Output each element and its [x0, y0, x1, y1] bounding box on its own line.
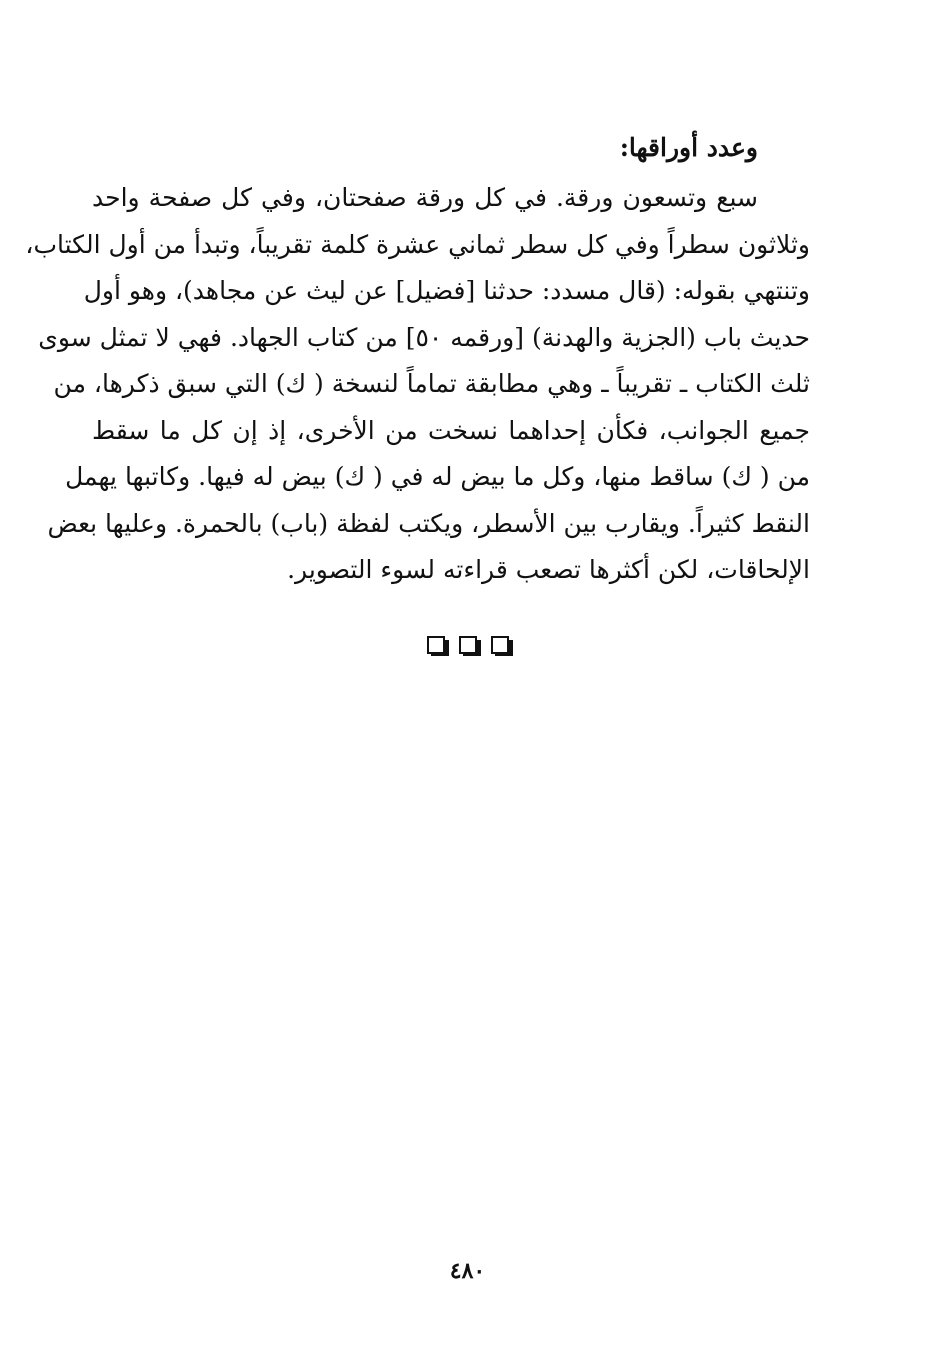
section-separator: [0, 636, 935, 654]
paragraph-line: الإلحاقات، لكن أكثرها تصعب قراءته لسوء التصوير.: [287, 555, 810, 584]
section-heading: وعدد أوراقها:: [619, 133, 758, 162]
paragraph-line: جميع الجوانب، فكأن إحداهما نسخت من الأخرى، إذ إن كل ما سقط: [92, 415, 810, 445]
paragraph-line: وثلاثون سطراً وفي كل سطر ثماني عشرة كلمة تقريباً، وتبدأ من أول الكتاب،: [25, 229, 810, 259]
paragraph-line: حديث باب (الجزية والهدنة) [ورقمه ٥٠] من كتاب الجهاد. فهي لا تمثل سوى: [38, 322, 810, 352]
separator-box-icon: [491, 636, 509, 654]
paragraph-line: من ( ك) ساقط منها، وكل ما بيض له في ( ك) بيض له فيها. وكاتبها يهمل: [65, 462, 810, 491]
body-paragraph: [25, 175, 810, 594]
page-number: ٤٨٠: [449, 1258, 486, 1284]
paragraph-line: سبع وتسعون ورقة. في كل ورقة صفحتان، وفي كل صفحة واحد: [92, 183, 758, 212]
text-block: [25, 128, 810, 594]
separator-box-icon: [459, 636, 477, 654]
paragraph-line: ثلث الكتاب ـ تقريباً ـ وهي مطابقة تماماً لنسخة ( ك) التي سبق ذكرها، من: [53, 369, 810, 398]
paragraph-line: وتنتهي بقوله: (قال مسدد: حدثنا [فضيل] عن ليث عن مجاهد)، وهو أول: [83, 276, 810, 305]
separator-box-icon: [427, 636, 445, 654]
paragraph-line: النقط كثيراً. ويقارب بين الأسطر، ويكتب لفظة (باب) بالحمرة. وعليها بعض: [47, 508, 810, 538]
